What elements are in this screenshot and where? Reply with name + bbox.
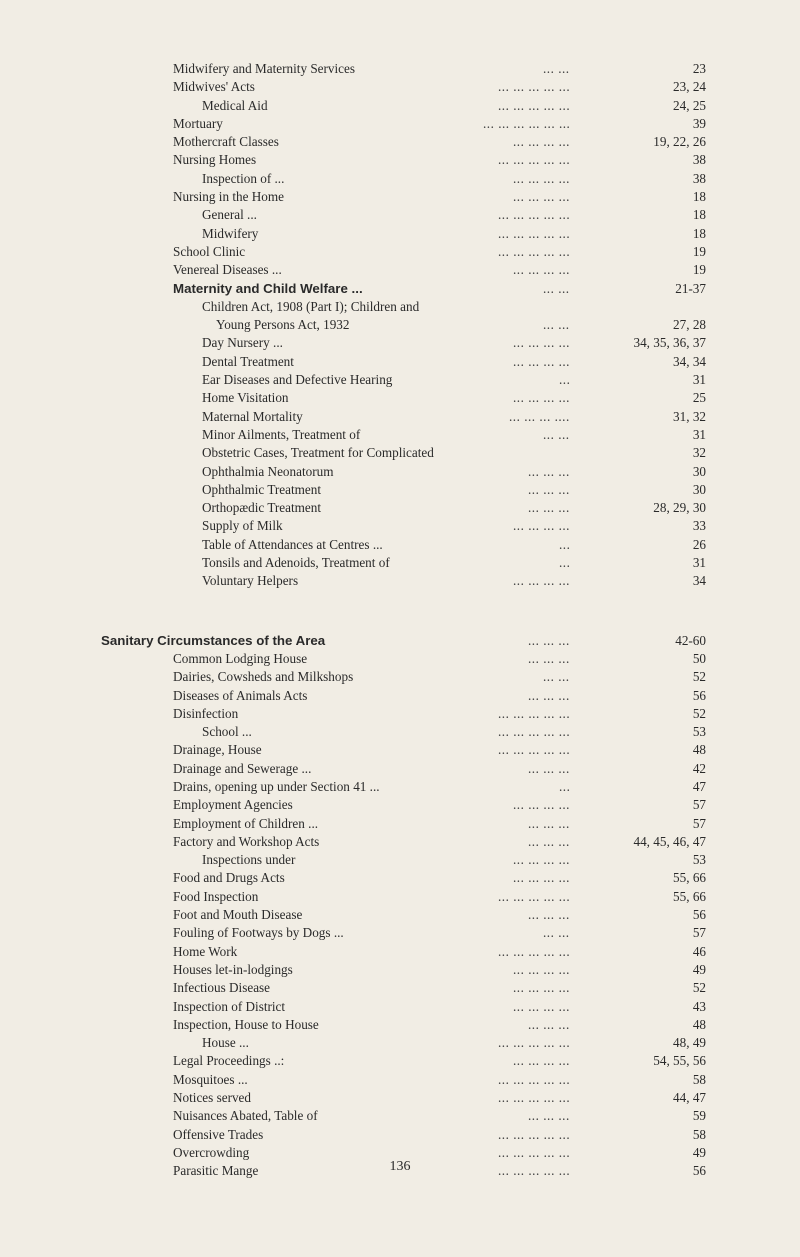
index-entry-page: 56 bbox=[692, 907, 706, 923]
index-entry bbox=[0, 261, 800, 279]
index-entry bbox=[0, 851, 800, 869]
index-entry-leader-dots: ... ... ... ... ... bbox=[498, 705, 571, 721]
index-entry bbox=[0, 225, 800, 243]
index-entry-text: Minor Ailments, Treatment of bbox=[202, 426, 361, 442]
index-entry-text: Inspection, House to House bbox=[173, 1016, 319, 1032]
index-entry-text: Legal Proceedings ..: bbox=[173, 1053, 285, 1069]
index-entry bbox=[0, 499, 800, 517]
index-entry bbox=[0, 632, 800, 650]
index-entry-text: Infectious Disease bbox=[173, 980, 271, 996]
index-entry-text: Home Work bbox=[173, 943, 238, 959]
index-entry bbox=[0, 1016, 800, 1034]
index-entry-page: 49 bbox=[692, 1144, 706, 1160]
index-entry-text: Parasitic Mange bbox=[173, 1163, 259, 1179]
index-entry-leader-dots: ... ... ... ... ... bbox=[498, 724, 571, 740]
index-entry-text: Food Inspection bbox=[173, 888, 259, 904]
index-entry-leader-dots: ... ... ... ... bbox=[513, 797, 570, 813]
index-entry-leader-dots: ... ... ... ... ... bbox=[498, 225, 571, 241]
index-entry-leader-dots: ... ... ... ... bbox=[513, 353, 570, 369]
index-entry-text: House ... bbox=[202, 1035, 249, 1051]
index-entry bbox=[0, 115, 800, 133]
index-entry-leader-dots: ... ... ... bbox=[528, 463, 570, 479]
index-entry bbox=[0, 1089, 800, 1107]
index-entry-text: Midwifery and Maternity Services bbox=[173, 61, 356, 76]
index-entry-leader-dots: ... ... bbox=[543, 426, 570, 442]
index-entry-page: 48 bbox=[692, 1016, 706, 1032]
index-entry bbox=[0, 723, 800, 741]
index-entry-page: 53 bbox=[692, 852, 706, 868]
index-entry bbox=[0, 97, 800, 115]
index-entry-leader-dots: ... ... ... ... bbox=[513, 335, 570, 351]
index-entry bbox=[0, 778, 800, 796]
index-entry-page: 56 bbox=[692, 687, 706, 703]
index-entry-text: Diseases of Animals Acts bbox=[173, 687, 308, 703]
index-entry-page: 18 bbox=[692, 189, 706, 205]
index-entry-leader-dots: ... ... bbox=[543, 317, 570, 333]
index-entry-page: 27, 28 bbox=[673, 317, 706, 333]
index-entry-page: 43 bbox=[692, 998, 706, 1014]
index-entry-leader-dots: ... ... ... ... ... ... bbox=[483, 115, 571, 131]
index-entry-page: 55, 66 bbox=[673, 870, 706, 886]
index-entry-page: 23 bbox=[692, 61, 706, 76]
index-entry-page: 56 bbox=[692, 1163, 706, 1179]
index-entry-page: 52 bbox=[692, 705, 706, 721]
index-entry bbox=[0, 924, 800, 942]
index-entry-text: Drains, opening up under Section 41 ... bbox=[173, 778, 380, 794]
page-number: 136 bbox=[389, 1159, 411, 1174]
index-entry-text: Common Lodging House bbox=[173, 650, 308, 666]
index-entry-text: Young Persons Act, 1932 bbox=[216, 317, 350, 333]
index-entry-text: Fouling of Footways by Dogs ... bbox=[173, 925, 344, 941]
index-entry-page: 34 bbox=[692, 573, 706, 589]
index-entry-text: Inspections under bbox=[202, 852, 296, 868]
index-entry-page: 31 bbox=[692, 555, 706, 571]
index-entry-leader-dots: ... ... ... bbox=[528, 1108, 570, 1124]
index-entry bbox=[0, 1052, 800, 1070]
index-entry-page: 31, 32 bbox=[673, 408, 706, 424]
index-entry bbox=[0, 705, 800, 723]
index-entry-leader-dots: ... ... ... ... ... bbox=[498, 243, 571, 259]
index-entry-page: 46 bbox=[692, 943, 706, 959]
index-entry bbox=[0, 463, 800, 481]
index-entry-leader-dots: ... ... ... ... ... bbox=[498, 943, 571, 959]
index-entry-page: 44, 45, 46, 47 bbox=[633, 833, 706, 849]
index-entry bbox=[0, 1034, 800, 1052]
index-entry bbox=[0, 1071, 800, 1089]
index-entry-text: Sanitary Circumstances of the Area bbox=[101, 632, 326, 648]
index-entry-page: 53 bbox=[692, 724, 706, 740]
index-entry-text: Houses let-in-lodgings bbox=[173, 961, 293, 977]
index-part-sanitary bbox=[0, 632, 800, 1181]
index-entry-leader-dots: ... ... ... ... bbox=[513, 573, 570, 589]
index-entry-text: School ... bbox=[202, 724, 252, 740]
index-entry-text: Maternity and Child Welfare ... bbox=[173, 280, 363, 296]
index-entry-page: 24, 25 bbox=[673, 97, 706, 113]
index-entry-text: Ophthalmic Treatment bbox=[202, 481, 322, 497]
index-entry-leader-dots: ... bbox=[559, 536, 571, 552]
index-entry-leader-dots: ... ... ... bbox=[528, 500, 570, 516]
index-part-midwifery-maternity bbox=[0, 60, 800, 591]
index-entry-page: 50 bbox=[692, 650, 706, 666]
index-entry-page: 30 bbox=[692, 481, 706, 497]
index-entry-page: 31 bbox=[692, 426, 706, 442]
index-entry-page: 59 bbox=[692, 1108, 706, 1124]
index-entry-text: Employment Agencies bbox=[173, 797, 293, 813]
index-entry-leader-dots: ... ... ... bbox=[528, 481, 570, 497]
index-entry-text: Employment of Children ... bbox=[173, 815, 319, 831]
index-entry-text: Dairies, Cowsheds and Milkshops bbox=[173, 669, 354, 685]
index-entry-page: 48, 49 bbox=[673, 1035, 706, 1051]
index-entry bbox=[0, 353, 800, 371]
index-entry-page: 42 bbox=[692, 760, 706, 776]
index-entry-page: 52 bbox=[692, 980, 706, 996]
index-entry-leader-dots: ... ... ... ... ... bbox=[498, 1163, 571, 1179]
index-entry-leader-dots: ... ... bbox=[543, 61, 570, 76]
index-entry bbox=[0, 280, 800, 298]
index-entry-text: Orthopædic Treatment bbox=[202, 500, 322, 516]
index-entry bbox=[0, 444, 800, 462]
index-entry-leader-dots: ... ... ... ... ... bbox=[498, 888, 571, 904]
index-entry-page: 58 bbox=[692, 1071, 706, 1087]
index-entry-text: Overcrowding bbox=[173, 1144, 250, 1160]
index-entry-text: Inspection of District bbox=[173, 998, 286, 1014]
index-entry-page: 26 bbox=[692, 536, 706, 552]
index-entry-page: 25 bbox=[692, 390, 706, 406]
index-entry-text: Maternal Mortality bbox=[202, 408, 303, 424]
index-entry-leader-dots: ... ... ... bbox=[528, 907, 570, 923]
index-entry-page: 57 bbox=[692, 925, 706, 941]
section-gap bbox=[0, 591, 800, 632]
index-entry bbox=[0, 481, 800, 499]
index-entry bbox=[0, 760, 800, 778]
index-entry-page: 34, 34 bbox=[673, 353, 706, 369]
index-entry bbox=[0, 650, 800, 668]
index-entry-text: Supply of Milk bbox=[202, 518, 283, 534]
index-entry-page: 55, 66 bbox=[673, 888, 706, 904]
index-entry bbox=[0, 298, 800, 316]
index-entry-leader-dots: ... ... bbox=[543, 669, 570, 685]
index-entry-leader-dots: ... ... ... ... bbox=[513, 134, 570, 150]
index-entry-leader-dots: ... ... ... ... ... bbox=[498, 1090, 571, 1106]
index-entry-text: Ophthalmia Neonatorum bbox=[202, 463, 334, 479]
index-entry-leader-dots: ... ... ... ... bbox=[513, 170, 570, 186]
index-entry-page: 23, 24 bbox=[673, 79, 706, 95]
index-entry bbox=[0, 188, 800, 206]
index-entry-leader-dots: ... ... ... .... bbox=[509, 408, 570, 424]
index-entry-leader-dots: ... ... bbox=[543, 280, 570, 296]
index-entry-leader-dots: ... ... ... bbox=[528, 815, 570, 831]
index-entry-leader-dots: ... ... ... ... bbox=[513, 518, 570, 534]
index-entry-page: 39 bbox=[692, 115, 706, 131]
index-entry-page: 33 bbox=[692, 518, 706, 534]
index-entry-leader-dots: ... ... ... bbox=[528, 833, 570, 849]
index-entry-leader-dots: ... ... ... bbox=[528, 760, 570, 776]
index-entry-leader-dots: ... ... ... ... ... bbox=[498, 1035, 571, 1051]
index-entry-leader-dots: ... bbox=[559, 372, 571, 388]
index-entry-text: General ... bbox=[202, 207, 257, 223]
index-entry bbox=[0, 961, 800, 979]
index-entry-text: Obstetric Cases, Treatment for Complicated bbox=[202, 445, 434, 461]
index-entry-text: Notices served bbox=[173, 1090, 251, 1106]
index-entry bbox=[0, 206, 800, 224]
index-entry-page: 44, 47 bbox=[673, 1090, 706, 1106]
index-entry-text: Voluntary Helpers bbox=[202, 573, 299, 589]
index-entry bbox=[0, 408, 800, 426]
index-entry-text: Dental Treatment bbox=[202, 353, 294, 369]
index-entry-page: 18 bbox=[692, 207, 706, 223]
index-entry-page: 21-37 bbox=[675, 280, 706, 296]
index-entry-leader-dots: ... ... ... ... bbox=[513, 980, 570, 996]
index-entry bbox=[0, 869, 800, 887]
index-entry-text: Drainage and Sewerage ... bbox=[173, 760, 312, 776]
index-entry bbox=[0, 78, 800, 96]
index-entry-text: Factory and Workshop Acts bbox=[173, 833, 320, 849]
index-entry-text: Nursing in the Home bbox=[173, 189, 284, 205]
index-entry bbox=[0, 906, 800, 924]
index-entry bbox=[0, 668, 800, 686]
index-entry-text: Drainage, House bbox=[173, 742, 262, 758]
index-entry-leader-dots: ... ... ... bbox=[528, 650, 570, 666]
index-entry-leader-dots: ... ... ... ... bbox=[513, 961, 570, 977]
index-entry bbox=[0, 796, 800, 814]
index-entry bbox=[0, 60, 800, 78]
index-entry bbox=[0, 426, 800, 444]
index-entry-text: Offensive Trades bbox=[173, 1126, 264, 1142]
index-entry bbox=[0, 334, 800, 352]
index-entry bbox=[0, 943, 800, 961]
index-entry-text: Food and Drugs Acts bbox=[173, 870, 285, 886]
index-entry bbox=[0, 536, 800, 554]
index-entry-page: 18 bbox=[692, 225, 706, 241]
index-entry-leader-dots: ... ... ... ... ... bbox=[498, 742, 571, 758]
index-entry-leader-dots: ... ... ... ... bbox=[513, 852, 570, 868]
index-entry bbox=[0, 133, 800, 151]
index-entry bbox=[0, 572, 800, 590]
index-entry-leader-dots: ... ... ... ... ... bbox=[498, 152, 571, 168]
index-entry-leader-dots: ... ... ... ... bbox=[513, 1053, 570, 1069]
index-entry-leader-dots: ... bbox=[559, 555, 571, 571]
index-entry-text: Midwives' Acts bbox=[173, 79, 255, 95]
index-entry bbox=[0, 389, 800, 407]
index-entry bbox=[0, 687, 800, 705]
index-entry-page: 42-60 bbox=[675, 632, 706, 648]
index-entry-page: 52 bbox=[692, 669, 706, 685]
index-entry-leader-dots: ... ... ... ... ... bbox=[498, 97, 571, 113]
index-entry-page: 30 bbox=[692, 463, 706, 479]
index-entry-leader-dots: ... ... bbox=[543, 925, 570, 941]
index-entry-text: Mothercraft Classes bbox=[173, 134, 279, 150]
index-entry-leader-dots: ... ... ... ... bbox=[513, 390, 570, 406]
index-entry-leader-dots: ... ... ... bbox=[528, 1016, 570, 1032]
index-entry bbox=[0, 517, 800, 535]
index-entry bbox=[0, 151, 800, 169]
index-entry bbox=[0, 170, 800, 188]
index-entry-leader-dots: ... bbox=[559, 778, 571, 794]
index-entry-page: 54, 55, 56 bbox=[653, 1053, 706, 1069]
index-entry-page: 19 bbox=[692, 262, 706, 278]
index-entry bbox=[0, 998, 800, 1016]
index-entry-leader-dots: ... ... ... ... bbox=[513, 870, 570, 886]
index-entry-text: Inspection of ... bbox=[202, 170, 285, 186]
index-entry bbox=[0, 833, 800, 851]
index-entry-leader-dots: ... ... ... ... ... bbox=[498, 207, 571, 223]
index-entry bbox=[0, 1126, 800, 1144]
index-entry-page: 34, 35, 36, 37 bbox=[633, 335, 706, 351]
index-entry bbox=[0, 815, 800, 833]
index-entry-page: 57 bbox=[692, 815, 706, 831]
index-entry-text: Day Nursery ... bbox=[202, 335, 283, 351]
index-entry-page: 48 bbox=[692, 742, 706, 758]
index-entry-leader-dots: ... ... ... ... ... bbox=[498, 1126, 571, 1142]
index-entry bbox=[0, 371, 800, 389]
index-entry-page: 19, 22, 26 bbox=[653, 134, 706, 150]
index-entry-text: Children Act, 1908 (Part I); Children and bbox=[202, 298, 420, 314]
index-entry-leader-dots: ... ... ... ... bbox=[513, 189, 570, 205]
index-entry-text: Nuisances Abated, Table of bbox=[173, 1108, 318, 1124]
index-entry bbox=[0, 1107, 800, 1125]
index-entry-leader-dots: ... ... ... ... bbox=[513, 998, 570, 1014]
index-entry-text: Venereal Diseases ... bbox=[173, 262, 282, 278]
index-entry-page: 47 bbox=[692, 778, 706, 794]
index-entry-leader-dots: ... ... ... ... ... bbox=[498, 79, 571, 95]
index-entry-text: Table of Attendances at Centres ... bbox=[202, 536, 383, 552]
index-entry bbox=[0, 888, 800, 906]
index-entry-text: Nursing Homes bbox=[173, 152, 257, 168]
index-entry-leader-dots: ... ... ... bbox=[528, 632, 570, 648]
index-entry-page: 49 bbox=[692, 961, 706, 977]
index-entry-leader-dots: ... ... ... bbox=[528, 687, 570, 703]
index-entry bbox=[0, 979, 800, 997]
index-entry-page: 19 bbox=[692, 243, 706, 259]
index-entry-text: Foot and Mouth Disease bbox=[173, 907, 303, 923]
index-entry-page: 57 bbox=[692, 797, 706, 813]
index-entry bbox=[0, 243, 800, 261]
index-entry-text: Tonsils and Adenoids, Treatment of bbox=[202, 555, 390, 571]
index-entry-text: Disinfection bbox=[173, 705, 239, 721]
index-entry-leader-dots: ... ... ... ... bbox=[513, 262, 570, 278]
index-entry-page: 32 bbox=[692, 445, 706, 461]
index-entry bbox=[0, 554, 800, 572]
index-entry-page: 38 bbox=[692, 170, 706, 186]
index-entry-text: School Clinic bbox=[173, 243, 246, 259]
index-entry-page: 38 bbox=[692, 152, 706, 168]
index-entry-page: 58 bbox=[692, 1126, 706, 1142]
index-listing bbox=[0, 60, 800, 1181]
index-entry-leader-dots: ... ... ... ... ... bbox=[498, 1071, 571, 1087]
index-entry-text: Mortuary bbox=[173, 115, 223, 131]
index-entry bbox=[0, 741, 800, 759]
index-entry-text: Mosquitoes ... bbox=[173, 1071, 248, 1087]
index-entry-leader-dots: ... ... ... ... ... bbox=[498, 1144, 571, 1160]
index-entry-text: Home Visitation bbox=[202, 390, 289, 406]
index-entry-text: Midwifery bbox=[202, 225, 259, 241]
index-entry-text: Ear Diseases and Defective Hearing bbox=[202, 372, 393, 388]
index-entry bbox=[0, 316, 800, 334]
index-entry-text: Medical Aid bbox=[202, 97, 268, 113]
index-entry-page: 31 bbox=[692, 372, 706, 388]
index-entry-page: 28, 29, 30 bbox=[653, 500, 706, 516]
